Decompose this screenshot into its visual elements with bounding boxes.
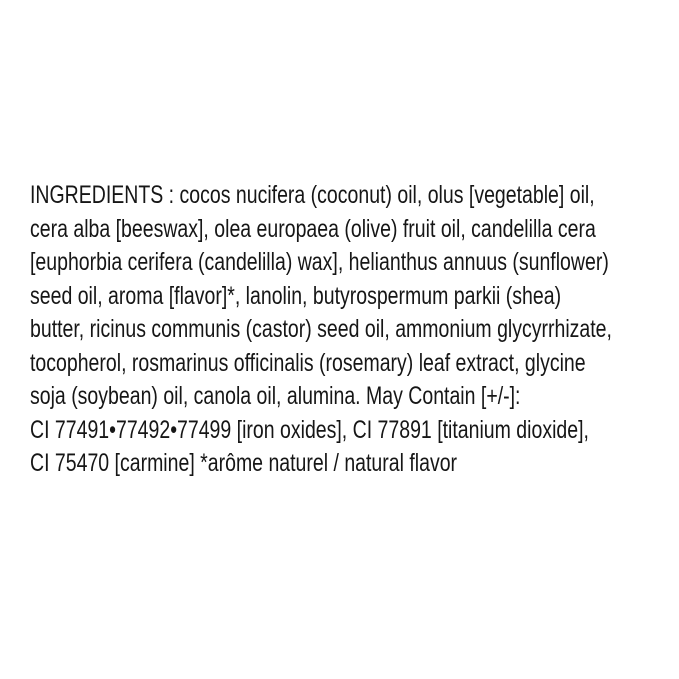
ingredients-line: soja (soybean) oil, canola oil, alumina. May Contain [+/-]:	[30, 382, 521, 410]
ingredients-line: butter, ricinus communis (castor) seed oil, ammonium glycyrrhizate,	[30, 315, 612, 343]
ingredients-paragraph	[30, 179, 679, 481]
ingredients-line: CI 75470 [carmine] *arôme naturel / natural flavor	[30, 449, 458, 477]
ingredients-line: INGREDIENTS : cocos nucifera (coconut) oil, olus [vegetable] oil,	[30, 181, 595, 209]
ingredients-line: [euphorbia cerifera (candelilla) wax], helianthus annuus (sunflower)	[30, 248, 609, 276]
ingredients-line: tocopherol, rosmarinus officinalis (rosemary) leaf extract, glycine	[30, 348, 586, 377]
ingredients-line: seed oil, aroma [flavor]*, lanolin, butyrospermum parkii (shea)	[30, 281, 562, 310]
ingredients-line: CI 77491•77492•77499 [iron oxides], CI 77891 [titanium dioxide],	[30, 415, 589, 444]
ingredients-line: cera alba [beeswax], olea europaea (olive) fruit oil, candelilla cera	[30, 214, 596, 243]
